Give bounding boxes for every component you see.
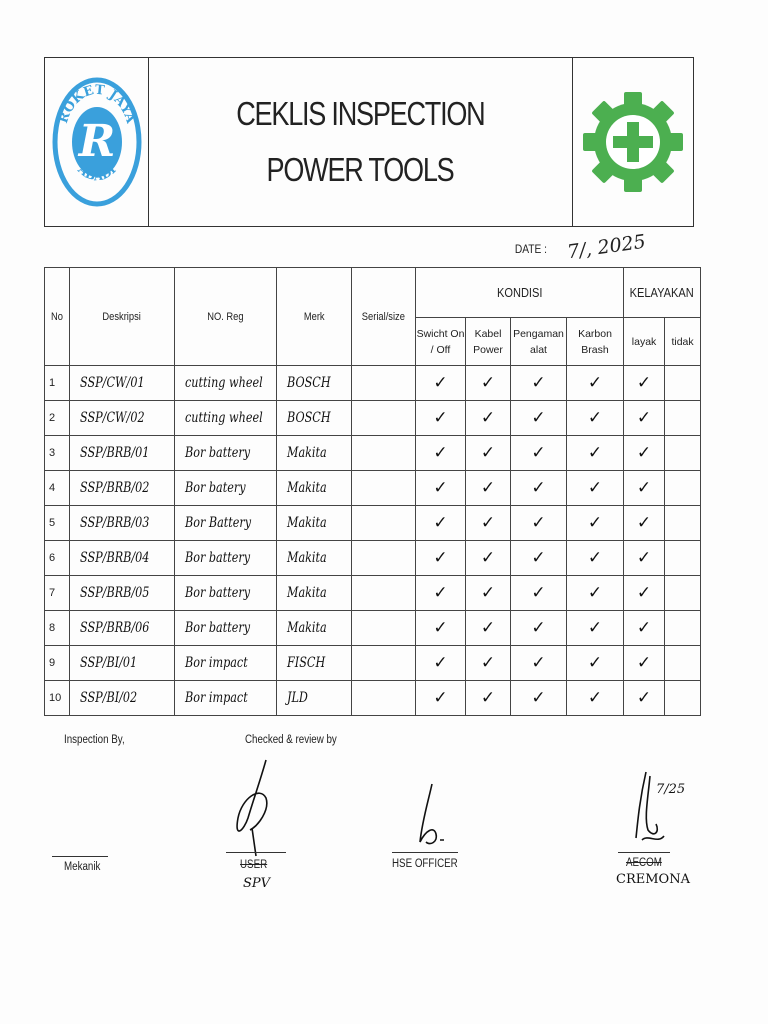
- row-swicht-check: ✓: [416, 646, 466, 681]
- table-row: [45, 471, 701, 506]
- row-serial: [352, 506, 416, 541]
- kondisi-group-header: KONDISI: [416, 268, 624, 318]
- row-layak-check: ✓: [624, 681, 665, 716]
- row-swicht-check: ✓: [416, 366, 466, 401]
- hse-signature-line: [392, 852, 458, 853]
- row-kabel-check: ✓: [466, 471, 511, 506]
- company-logo-cell: [45, 58, 149, 226]
- k3-safety-gear-icon: [583, 80, 683, 204]
- row-swicht-check: ✓: [416, 681, 466, 716]
- aecom-label-struck: AECOM: [626, 857, 662, 869]
- table-row: [45, 611, 701, 646]
- row-swicht-check: ✓: [416, 471, 466, 506]
- row-serial: [352, 681, 416, 716]
- row-karbon-check: ✓: [567, 401, 624, 436]
- row-deskripsi: SSP/CW/02: [70, 401, 175, 436]
- col-karbon-header: Karbon Brash: [567, 318, 624, 366]
- row-number: 9: [45, 646, 70, 681]
- col-layak-header: layak: [624, 318, 665, 366]
- row-serial: [352, 541, 416, 576]
- row-number: 4: [45, 471, 70, 506]
- row-serial: [352, 366, 416, 401]
- form-title-line2: POWER TOOLS: [267, 151, 454, 188]
- row-number: 1: [45, 366, 70, 401]
- row-merk: BOSCH: [277, 366, 352, 401]
- row-kabel-check: ✓: [466, 541, 511, 576]
- row-tidak-check: [665, 436, 701, 471]
- row-tidak-check: [665, 471, 701, 506]
- row-karbon-check: ✓: [567, 646, 624, 681]
- roket-jaya-logo: [51, 74, 143, 210]
- row-layak-check: ✓: [624, 401, 665, 436]
- row-deskripsi: SSP/BRB/04: [70, 541, 175, 576]
- mekanik-signature-line: [52, 856, 108, 857]
- row-tidak-check: [665, 681, 701, 716]
- logo-monogram: R: [78, 116, 115, 167]
- row-merk: Makita: [277, 576, 352, 611]
- row-karbon-check: ✓: [567, 471, 624, 506]
- row-merk: BOSCH: [277, 401, 352, 436]
- row-pengaman-check: ✓: [511, 436, 567, 471]
- row-kabel-check: ✓: [466, 611, 511, 646]
- row-tidak-check: [665, 366, 701, 401]
- spv-signature: [226, 758, 286, 858]
- mekanik-label: Mekanik: [64, 861, 101, 873]
- col-deskripsi-header: Deskripsi: [70, 268, 175, 366]
- row-tidak-check: [665, 541, 701, 576]
- date-field: [512, 230, 648, 264]
- row-layak-check: ✓: [624, 646, 665, 681]
- col-noreg-header: NO. Reg: [175, 268, 277, 366]
- logo-top-text: ROKET JAYA: [55, 82, 138, 126]
- row-swicht-check: ✓: [416, 541, 466, 576]
- row-number: 2: [45, 401, 70, 436]
- row-kabel-check: ✓: [466, 646, 511, 681]
- col-tidak-header: tidak: [665, 318, 701, 366]
- user-label-struck: USER: [240, 859, 268, 871]
- inspection-table-body: [45, 366, 701, 716]
- row-number: 6: [45, 541, 70, 576]
- row-serial: [352, 576, 416, 611]
- table-row: [45, 506, 701, 541]
- form-title-line1: CEKLIS INSPECTION: [236, 95, 485, 132]
- row-number: 8: [45, 611, 70, 646]
- row-noreg: Bor battery: [175, 611, 277, 646]
- row-karbon-check: ✓: [567, 541, 624, 576]
- col-kabel-header: Kabel Power: [466, 318, 511, 366]
- row-kabel-check: ✓: [466, 576, 511, 611]
- row-tidak-check: [665, 611, 701, 646]
- row-layak-check: ✓: [624, 576, 665, 611]
- row-pengaman-check: ✓: [511, 541, 567, 576]
- row-pengaman-check: ✓: [511, 366, 567, 401]
- row-noreg: Bor impact: [175, 646, 277, 681]
- row-deskripsi: SSP/BI/01: [70, 646, 175, 681]
- row-karbon-check: ✓: [567, 436, 624, 471]
- row-kabel-check: ✓: [466, 436, 511, 471]
- inspection-table: [44, 267, 701, 716]
- row-number: 7: [45, 576, 70, 611]
- row-serial: [352, 436, 416, 471]
- row-serial: [352, 471, 416, 506]
- row-karbon-check: ✓: [567, 576, 624, 611]
- row-layak-check: ✓: [624, 541, 665, 576]
- row-pengaman-check: ✓: [511, 576, 567, 611]
- row-serial: [352, 611, 416, 646]
- row-tidak-check: [665, 401, 701, 436]
- row-pengaman-check: ✓: [511, 401, 567, 436]
- row-layak-check: ✓: [624, 611, 665, 646]
- row-noreg: Bor battery: [175, 436, 277, 471]
- row-layak-check: ✓: [624, 471, 665, 506]
- row-deskripsi: SSP/BRB/03: [70, 506, 175, 541]
- hse-signature: [412, 782, 452, 852]
- row-noreg: Bor Battery: [175, 506, 277, 541]
- row-kabel-check: ✓: [466, 366, 511, 401]
- col-merk-header: Merk: [277, 268, 352, 366]
- row-swicht-check: ✓: [416, 611, 466, 646]
- row-number: 10: [45, 681, 70, 716]
- row-deskripsi: SSP/CW/01: [70, 366, 175, 401]
- checked-review-label: Checked & review by: [245, 734, 337, 746]
- aecom-signature-line: [618, 852, 670, 853]
- row-karbon-check: ✓: [567, 681, 624, 716]
- row-deskripsi: SSP/BRB/05: [70, 576, 175, 611]
- row-deskripsi: SSP/BI/02: [70, 681, 175, 716]
- row-kabel-check: ✓: [466, 401, 511, 436]
- row-pengaman-check: ✓: [511, 611, 567, 646]
- col-swicht-header: Swicht On / Off: [416, 318, 466, 366]
- row-layak-check: ✓: [624, 366, 665, 401]
- table-row: [45, 681, 701, 716]
- logo-bottom-text: ABADI: [74, 162, 119, 184]
- form-header: [44, 57, 694, 227]
- row-swicht-check: ✓: [416, 436, 466, 471]
- row-kabel-check: ✓: [466, 681, 511, 716]
- row-swicht-check: ✓: [416, 506, 466, 541]
- user-signature-line: [226, 852, 286, 853]
- cremona-handwritten: CREMONA: [616, 872, 690, 887]
- row-layak-check: ✓: [624, 506, 665, 541]
- row-layak-check: ✓: [624, 436, 665, 471]
- col-serial-header: Serial/size: [352, 268, 416, 366]
- row-pengaman-check: ✓: [511, 681, 567, 716]
- row-serial: [352, 401, 416, 436]
- table-row: [45, 541, 701, 576]
- row-pengaman-check: ✓: [511, 506, 567, 541]
- row-noreg: Bor batery: [175, 471, 277, 506]
- date-label: DATE :: [514, 242, 547, 256]
- row-noreg: Bor battery: [175, 541, 277, 576]
- row-merk: Makita: [277, 471, 352, 506]
- row-swicht-check: ✓: [416, 576, 466, 611]
- row-noreg: Bor battery: [175, 576, 277, 611]
- row-deskripsi: SSP/BRB/02: [70, 471, 175, 506]
- row-noreg: Bor impact: [175, 681, 277, 716]
- table-row: [45, 576, 701, 611]
- row-karbon-check: ✓: [567, 366, 624, 401]
- row-number: 3: [45, 436, 70, 471]
- table-row: [45, 401, 701, 436]
- row-merk: Makita: [277, 506, 352, 541]
- row-merk: Makita: [277, 611, 352, 646]
- row-merk: Makita: [277, 436, 352, 471]
- row-karbon-check: ✓: [567, 506, 624, 541]
- row-swicht-check: ✓: [416, 401, 466, 436]
- date-handwritten: 7/, 2025: [565, 230, 648, 264]
- k3-safety-cell: [573, 58, 693, 226]
- row-tidak-check: [665, 506, 701, 541]
- row-tidak-check: [665, 576, 701, 611]
- row-tidak-check: [665, 646, 701, 681]
- spv-handwritten: SPV: [243, 876, 271, 891]
- table-row: [45, 436, 701, 471]
- row-karbon-check: ✓: [567, 611, 624, 646]
- hse-officer-label: HSE OFFICER: [392, 858, 458, 870]
- row-pengaman-check: ✓: [511, 646, 567, 681]
- kelayakan-group-header: KELAYAKAN: [624, 268, 701, 318]
- table-row: [45, 646, 701, 681]
- row-noreg: cutting wheel: [175, 401, 277, 436]
- row-noreg: cutting wheel: [175, 366, 277, 401]
- row-deskripsi: SSP/BRB/06: [70, 611, 175, 646]
- row-deskripsi: SSP/BRB/01: [70, 436, 175, 471]
- row-kabel-check: ✓: [466, 506, 511, 541]
- col-pengaman-header: Pengaman alat: [511, 318, 567, 366]
- inspection-by-label: Inspection By,: [64, 734, 125, 746]
- title-cell: [149, 58, 573, 226]
- row-merk: FISCH: [277, 646, 352, 681]
- row-merk: JLD: [277, 681, 352, 716]
- row-merk: Makita: [277, 541, 352, 576]
- row-number: 5: [45, 506, 70, 541]
- table-row: [45, 366, 701, 401]
- row-serial: [352, 646, 416, 681]
- row-pengaman-check: ✓: [511, 471, 567, 506]
- cremona-date-note: 7/25: [656, 782, 686, 797]
- col-no-header: No: [45, 268, 70, 366]
